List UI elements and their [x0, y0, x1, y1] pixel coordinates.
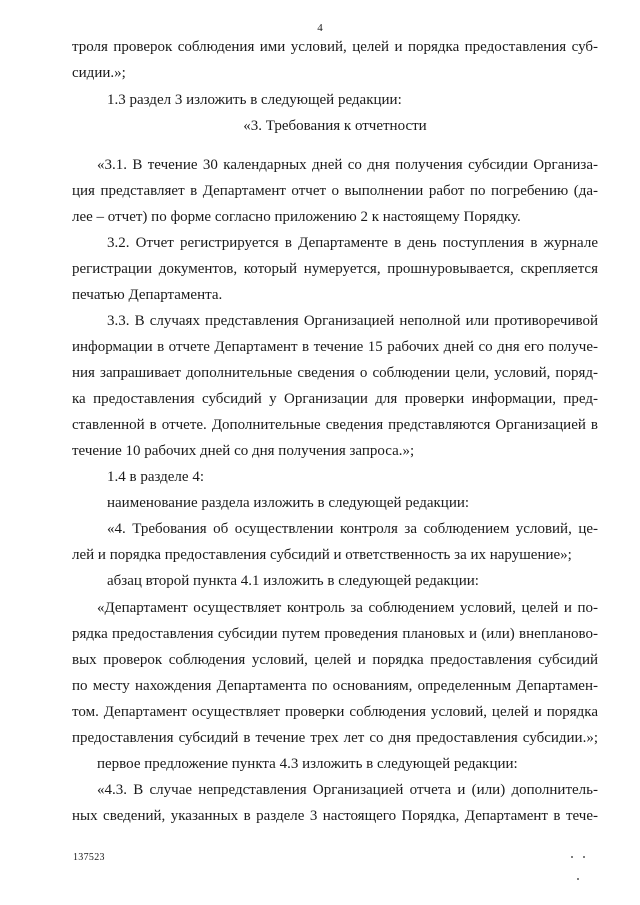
text-line: ния запрашивает дополнительные сведения о соблюдении цели, условий, поряд- [72, 365, 598, 381]
text-line: «Департамент осуществляет контроль за соблюдением условий, целей и по- [97, 600, 598, 616]
text-line: лей и порядка предоставления субсидий и ответственность за их нарушение»; [72, 547, 572, 563]
text-line: 1.4 в разделе 4: [107, 469, 204, 485]
text-line: предоставления субсидий в течение трех лет со дня предоставления субсидии.»; [72, 730, 598, 746]
text-line: 3.2. Отчет регистрируется в Департаменте в день поступления в журнале [107, 235, 598, 251]
text-line: лее – отчет) по форме согласно приложению 2 к настоящему Порядку. [72, 209, 521, 225]
text-line: печатью Департамента. [72, 287, 223, 303]
text-line: «3.1. В течение 30 календарных дней со дня получения субсидии Организа- [97, 157, 598, 173]
scan-speck [571, 856, 573, 858]
text-line: информации в отчете Департамент в течение 15 рабочих дней со дня его получе- [72, 339, 598, 355]
text-line: троля проверок соблюдения ими условий, целей и порядка предоставления суб- [72, 39, 598, 55]
text-line: ставленной в отчете. Дополнительные сведения представляются Организацией в [72, 417, 598, 433]
text-line: ка предоставления субсидий у Организации для проверки информации, пред- [72, 391, 598, 407]
text-line: по месту нахождения Департамента по основаниям, определенным Департамен- [72, 678, 598, 694]
text-line: «4. Требования об осуществлении контроля за соблюдением условий, це- [107, 521, 598, 537]
text-line: ция представляет в Департамент отчет о выполнении работ по погребению (да- [72, 183, 598, 199]
text-line: рядка предоставления субсидии путем проведения плановых и (или) внепланово- [72, 626, 598, 642]
text-line: 3.3. В случаях представления Организацией неполной или противоречивой [107, 313, 598, 329]
text-line: «4.3. В случае непредставления Организацией отчета и (или) дополнитель- [97, 782, 598, 798]
text-line: вых проверок соблюдения условий, целей и порядка предоставления субсидий [72, 652, 598, 668]
text-line: регистрации документов, который нумеруется, прошнуровывается, скрепляется [72, 261, 598, 277]
page-number: 4 [317, 22, 323, 34]
scan-speck [583, 856, 585, 858]
text-line: абзац второй пункта 4.1 изложить в следующей редакции: [107, 573, 479, 589]
text-line: том. Департамент осуществляет проверки соблюдения условий, целей и порядка [72, 704, 598, 720]
text-line: ных сведений, указанных в разделе 3 настоящего Порядка, Департамент в тече- [72, 808, 598, 824]
scan-speck [577, 878, 579, 880]
text-line: сидии.»; [72, 65, 126, 81]
section-heading: «3. Требования к отчетности [243, 118, 427, 134]
text-line: 1.3 раздел 3 изложить в следующей редакции: [107, 92, 402, 108]
text-line: первое предложение пункта 4.3 изложить в следующей редакции: [97, 756, 518, 772]
text-line: течение 10 рабочих дней со дня получения запроса.»; [72, 443, 415, 459]
document-code: 137523 [73, 852, 105, 863]
text-line: наименование раздела изложить в следующей редакции: [107, 495, 470, 511]
